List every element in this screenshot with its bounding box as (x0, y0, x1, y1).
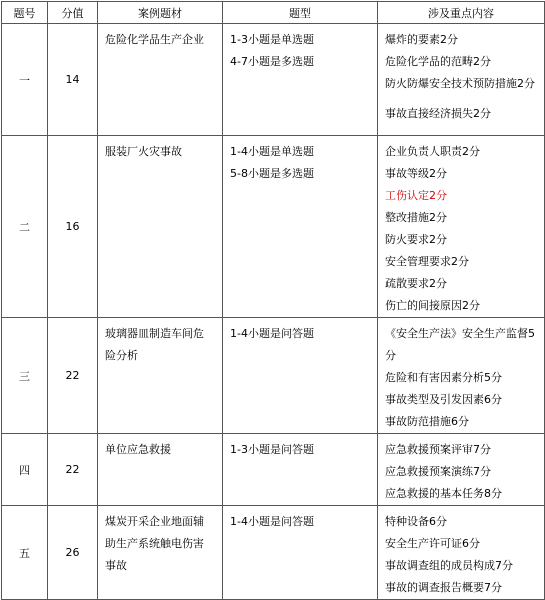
table-row (2, 318, 545, 434)
key-point: 事故直接经济损失2分 (385, 107, 491, 120)
key-point: 事故的调查报告概要7分 (385, 581, 502, 594)
row-topic-cell (98, 434, 223, 506)
row-topic: 危险化学品生产企业 (105, 33, 204, 46)
row-topic: 煤炭开采企业地面辅助生产系统触电伤害事故 (105, 515, 204, 572)
row-score: 22 (48, 318, 98, 434)
table-row (2, 24, 545, 136)
header-no: 题号 (2, 2, 48, 24)
row-points-cell (378, 136, 545, 318)
row-types-cell (223, 434, 378, 506)
key-point: 安全生产许可证6分 (385, 537, 480, 550)
key-point: 特种设备6分 (385, 515, 447, 528)
row-number: 二 (2, 136, 48, 318)
row-points-cell (378, 24, 545, 136)
key-point: 危险化学品的范畴2分 (385, 55, 491, 68)
key-point: 《安全生产法》安全生产监督5分 (385, 327, 535, 362)
row-types-cell (223, 136, 378, 318)
row-topic: 服装厂火灾事故 (105, 145, 182, 158)
header-points: 涉及重点内容 (378, 2, 545, 24)
key-point: 事故类型及引发因素6分 (385, 393, 502, 406)
row-topic-cell (98, 136, 223, 318)
question-type: 1-4小题是问答题 (230, 515, 314, 528)
question-type: 1-3小题是单选题 (230, 33, 314, 46)
key-point: 事故防范措施6分 (385, 415, 469, 428)
key-point: 安全管理要求2分 (385, 255, 469, 268)
key-point: 爆炸的要素2分 (385, 33, 458, 46)
key-point-highlighted: 工伤认定2分 (385, 189, 447, 202)
row-score: 16 (48, 136, 98, 318)
row-number: 五 (2, 506, 48, 600)
row-points-cell (378, 318, 545, 434)
row-types-cell (223, 318, 378, 434)
row-score: 14 (48, 24, 98, 136)
row-number: 三 (2, 318, 48, 434)
exam-topic-table (1, 1, 545, 600)
table-row (2, 434, 545, 506)
key-point: 应急救援预案演练7分 (385, 465, 491, 478)
question-type: 1-4小题是问答题 (230, 327, 314, 340)
header-type: 题型 (223, 2, 378, 24)
row-types-cell (223, 24, 378, 136)
row-topic-cell (98, 318, 223, 434)
row-points-cell (378, 434, 545, 506)
key-point: 企业负责人职责2分 (385, 145, 480, 158)
row-score: 22 (48, 434, 98, 506)
key-point: 防火要求2分 (385, 233, 447, 246)
table-row (2, 506, 545, 600)
row-number: 四 (2, 434, 48, 506)
key-point: 事故等级2分 (385, 167, 447, 180)
question-type: 4-7小题是多选题 (230, 55, 314, 68)
key-point: 整改措施2分 (385, 211, 447, 224)
question-type: 1-4小题是单选题 (230, 145, 314, 158)
row-topic-cell (98, 24, 223, 136)
question-type: 1-3小题是问答题 (230, 443, 314, 456)
header-topic: 案例题材 (98, 2, 223, 24)
row-topic: 玻璃器皿制造车间危险分析 (105, 327, 204, 362)
key-point: 应急救援的基本任务8分 (385, 487, 502, 500)
question-type: 5-8小题是多选题 (230, 167, 314, 180)
key-point: 防火防爆安全技术预防措施2分 (385, 77, 535, 90)
row-number: 一 (2, 24, 48, 136)
key-point: 事故调查组的成员构成7分 (385, 559, 513, 572)
key-point: 应急救援预案评审7分 (385, 443, 491, 456)
key-point: 危险和有害因素分析5分 (385, 371, 502, 384)
header-row (2, 2, 545, 24)
header-score: 分值 (48, 2, 98, 24)
row-types-cell (223, 506, 378, 600)
row-topic: 单位应急救援 (105, 443, 171, 456)
key-point: 伤亡的间接原因2分 (385, 299, 480, 312)
row-points-cell (378, 506, 545, 600)
row-topic-cell (98, 506, 223, 600)
table-row (2, 136, 545, 318)
row-score: 26 (48, 506, 98, 600)
key-point: 疏散要求2分 (385, 277, 447, 290)
